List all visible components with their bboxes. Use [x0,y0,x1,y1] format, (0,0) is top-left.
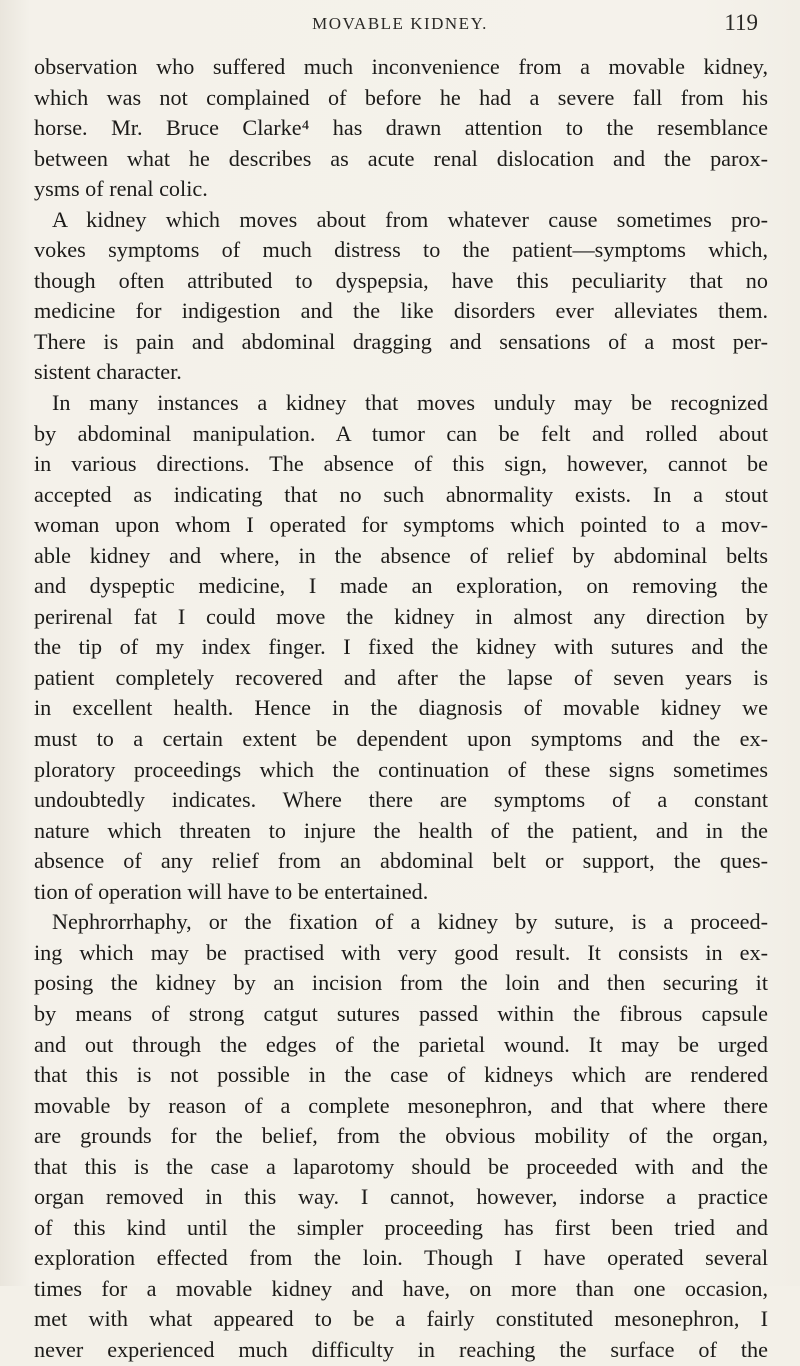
text-line: are grounds for the belief, from the obvious mobility of the organ, [34,1123,768,1149]
text-line: must to a certain extent be dependent upon symptoms and the ex- [34,726,768,752]
text-line: in various directions. The absence of this sign, however, cannot be [34,451,768,477]
page-number: 119 [724,10,758,35]
text-line: able kidney and where, in the absence of relief by abdominal belts [34,542,768,568]
text-line: never experienced much difficulty in reaching the surface of the [34,1336,768,1362]
text-line: organ removed in this way. I cannot, however, indorse a practice [34,1184,768,1210]
text-line: that this is not possible in the case of kidneys which are rendered [34,1062,768,1088]
text-line: and out through the edges of the parietal wound. It may be urged [34,1031,768,1057]
text-line: met with what appeared to be a fairly constituted mesonephron, I [34,1306,768,1332]
text-line: perirenal fat I could move the kidney in almost any direction by [34,603,768,629]
text-line: times for a movable kidney and have, on more than one occasion, [34,1275,768,1301]
text-line: observation who suffered much inconvenience from a movable kidney, [34,54,768,79]
text-line: by means of strong catgut sutures passed within the fibrous capsule [34,1000,768,1026]
text-line: between what he describes as acute renal dislocation and the parox- [34,145,768,171]
text-line: accepted as indicating that no such abnormality exists. In a stout [34,481,768,507]
text-line: though often attributed to dyspepsia, have this peculiarity that no [34,267,768,293]
text-line: medicine for indigestion and the like disorders ever alleviates them. [34,298,768,324]
text-line: In many instances a kidney that moves unduly may be recognized [52,390,768,416]
body-text [34,52,768,1366]
text-line: ysms of renal colic. [34,176,208,202]
text-line: tion of operation will have to be entertained. [34,878,429,904]
text-line: ing which may be practised with very good result. It consists in ex- [34,939,768,965]
text-line: sistent character. [34,359,182,385]
text-line: exploration effected from the loin. Though I have operated several [34,1245,768,1271]
text-line: by abdominal manipulation. A tumor can be felt and rolled about [34,420,768,446]
text-line: patient completely recovered and after the lapse of seven years is [34,664,768,690]
text-line: of this kind until the simpler proceeding has first been tried and [34,1214,768,1240]
page-header [0,8,800,42]
running-title: MOVABLE KIDNEY. [312,14,488,33]
text-line: undoubtedly indicates. Where there are symptoms of a constant [34,787,768,813]
text-line: in excellent health. Hence in the diagnosis of movable kidney we [34,695,768,721]
text-line: vokes symptoms of much distress to the patient—symptoms which, [34,237,768,263]
text-line: There is pain and abdominal dragging and sensations of a most per- [34,328,768,354]
text-line: woman upon whom I operated for symptoms which pointed to a mov- [34,512,768,538]
text-line: which was not complained of before he had a severe fall from his [34,84,768,110]
text-line: posing the kidney by an incision from the loin and then securing it [34,970,768,996]
text-line: horse. Mr. Bruce Clarke⁴ has drawn attention to the resemblance [34,115,768,141]
text-line: that this is the case a laparotomy should be proceeded with and the [34,1153,768,1179]
text-line: absence of any relief from an abdominal belt or support, the ques- [34,848,768,874]
text-line: Nephrorrhaphy, or the fixation of a kidney by suture, is a proceed- [52,909,768,935]
text-line: the tip of my index finger. I fixed the kidney with sutures and the [34,634,768,660]
text-line: and dyspeptic medicine, I made an exploration, on removing the [34,573,768,599]
text-line: nature which threaten to injure the health of the patient, and in the [34,817,768,843]
text-line: ploratory proceedings which the continuation of these signs sometimes [34,756,768,782]
text-line: A kidney which moves about from whatever cause sometimes pro- [52,206,768,232]
text-line: movable by reason of a complete mesonephron, and that where there [34,1092,768,1118]
